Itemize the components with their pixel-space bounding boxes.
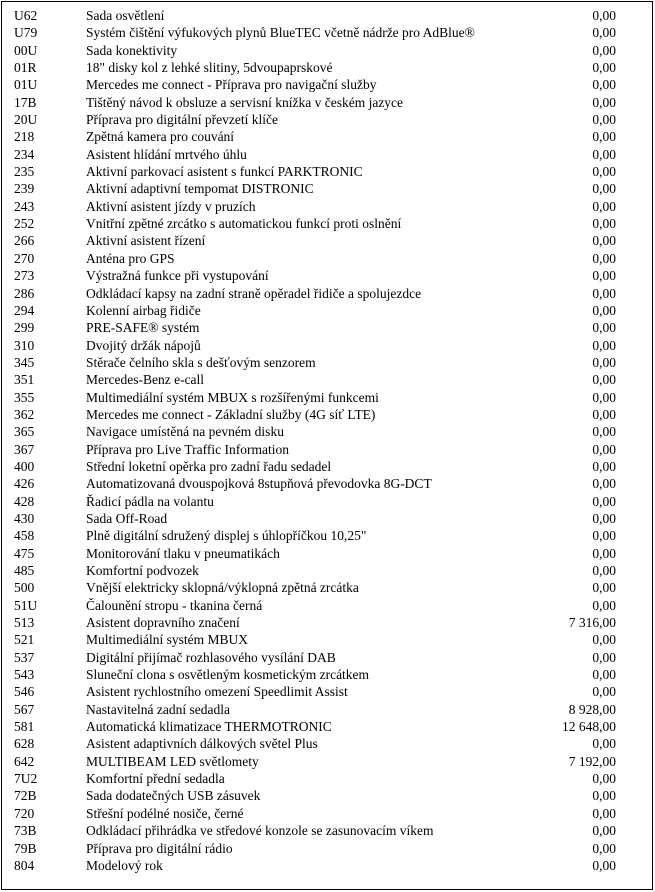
option-code: 7U2 xyxy=(14,771,38,787)
option-description: Komfortní podvozek xyxy=(86,563,199,578)
equipment-row xyxy=(0,527,655,544)
option-description: Sada Off-Road xyxy=(86,510,168,526)
option-code: 543 xyxy=(14,667,35,683)
equipment-row xyxy=(0,562,655,579)
option-description: Monitorování tlaku v pneumatikách xyxy=(86,545,280,561)
option-code: 355 xyxy=(14,389,35,405)
equipment-row xyxy=(0,649,655,666)
option-code: 270 xyxy=(14,250,35,266)
option-code: 01U xyxy=(14,77,38,93)
option-description: Asistent dopravního značení xyxy=(86,615,240,631)
option-price: 0,00 xyxy=(592,25,616,41)
option-code: 351 xyxy=(14,372,35,388)
equipment-row xyxy=(0,493,655,510)
equipment-row xyxy=(0,7,655,24)
option-code: 234 xyxy=(14,146,35,162)
equipment-row xyxy=(0,683,655,700)
option-description: Mercedes me connect - Základní služby (4G síť LTE) xyxy=(86,406,376,422)
option-price: 0,00 xyxy=(592,771,616,787)
option-code: U79 xyxy=(14,25,38,41)
option-price: 0,00 xyxy=(592,285,616,301)
option-description: Příprava pro Live Traffic Information xyxy=(86,441,289,457)
option-description: Anténa pro GPS xyxy=(86,250,175,266)
option-code: 642 xyxy=(14,753,35,769)
equipment-row xyxy=(0,146,655,163)
option-code: 20U xyxy=(14,112,38,128)
option-description: Aktivní parkovací asistent s funkcí PARKTRONIC xyxy=(86,164,363,180)
option-price: 0,00 xyxy=(592,354,616,370)
option-code: 400 xyxy=(14,458,35,474)
option-description: Navigace umístěná na pevném disku xyxy=(86,424,284,440)
option-code: 546 xyxy=(14,684,35,700)
option-price: 0,00 xyxy=(592,545,616,561)
option-code: 273 xyxy=(14,268,35,284)
option-description: Stěrače čelního skla s dešťovým senzorem xyxy=(86,354,316,370)
option-price: 0,00 xyxy=(592,684,616,700)
equipment-row xyxy=(0,857,655,874)
option-code: 252 xyxy=(14,216,35,232)
equipment-row xyxy=(0,215,655,232)
equipment-row xyxy=(0,76,655,93)
option-price: 8 928,00 xyxy=(568,701,616,717)
option-price: 0,00 xyxy=(592,441,616,457)
option-price: 0,00 xyxy=(592,563,616,578)
option-description: Asistent rychlostního omezení Speedlimit Assist xyxy=(86,684,348,700)
option-code: 299 xyxy=(14,320,35,336)
equipment-row xyxy=(0,753,655,770)
option-price: 0,00 xyxy=(592,406,616,422)
option-price: 0,00 xyxy=(592,458,616,474)
option-description: Kolenní airbag řidiče xyxy=(86,302,201,318)
option-description: Multimediální systém MBUX xyxy=(86,632,248,648)
option-description: Příprava pro digitální rádio xyxy=(86,840,233,856)
equipment-row xyxy=(0,545,655,562)
equipment-row xyxy=(0,59,655,76)
equipment-row xyxy=(0,423,655,440)
option-description: Nastavitelná zadní sedadla xyxy=(86,701,230,717)
equipment-row xyxy=(0,441,655,458)
option-code: U62 xyxy=(14,8,38,23)
equipment-row xyxy=(0,787,655,804)
option-code: 218 xyxy=(14,129,35,145)
option-code: 428 xyxy=(14,493,35,509)
option-description: Automatizovaná dvouspojková 8stupňová převodovka 8G-DCT xyxy=(86,476,432,492)
option-description: Aktivní asistent jízdy v pruzích xyxy=(86,198,256,214)
option-code: 239 xyxy=(14,181,35,197)
equipment-row xyxy=(0,250,655,267)
equipment-row xyxy=(0,232,655,249)
option-description: Multimediální systém MBUX s rozšířenými funkcemi xyxy=(86,389,379,405)
equipment-row xyxy=(0,597,655,614)
equipment-row xyxy=(0,94,655,111)
equipment-row xyxy=(0,198,655,215)
option-code: 72B xyxy=(14,788,37,804)
equipment-row xyxy=(0,631,655,648)
option-description: Automatická klimatizace THERMOTRONIC xyxy=(86,719,332,735)
option-price: 0,00 xyxy=(592,60,616,76)
equipment-row xyxy=(0,128,655,145)
option-price: 0,00 xyxy=(592,805,616,821)
option-price: 0,00 xyxy=(592,389,616,405)
option-description: Asistent hlídání mrtvého úhlu xyxy=(86,146,247,162)
equipment-row xyxy=(0,666,655,683)
option-price: 7 192,00 xyxy=(568,753,616,769)
option-price: 0,00 xyxy=(592,250,616,266)
equipment-row xyxy=(0,180,655,197)
option-description: Příprava pro digitální převzetí klíče xyxy=(86,112,278,128)
option-code: 430 xyxy=(14,510,35,526)
option-description: Mercedes me connect - Příprava pro navigační služby xyxy=(86,77,377,93)
equipment-row xyxy=(0,805,655,822)
option-code: 243 xyxy=(14,198,35,214)
option-description: Komfortní přední sedadla xyxy=(86,771,225,787)
option-description: PRE-SAFE® systém xyxy=(86,320,200,336)
option-description: Výstražná funkce při vystupování xyxy=(86,268,269,284)
option-description: Mercedes-Benz e-call xyxy=(86,372,205,388)
equipment-row xyxy=(0,389,655,406)
option-price: 0,00 xyxy=(592,42,616,58)
equipment-row xyxy=(0,735,655,752)
option-code: 500 xyxy=(14,580,35,596)
option-description: Odkládací kapsy na zadní straně opěradel řidiče a spolujezdce xyxy=(86,285,422,301)
option-code: 365 xyxy=(14,424,35,440)
option-description: Sluneční clona s osvětleným kosmetickým zrcátkem xyxy=(86,667,370,683)
option-price: 0,00 xyxy=(592,146,616,162)
option-price: 0,00 xyxy=(592,649,616,665)
option-code: 458 xyxy=(14,528,35,544)
equipment-row xyxy=(0,718,655,735)
option-code: 567 xyxy=(14,701,35,717)
equipment-row xyxy=(0,285,655,302)
equipment-row xyxy=(0,770,655,787)
equipment-row xyxy=(0,475,655,492)
option-price: 0,00 xyxy=(592,320,616,336)
option-price: 0,00 xyxy=(592,77,616,93)
option-description: Dvojitý držák nápojů xyxy=(86,337,201,353)
option-code: 79B xyxy=(14,840,37,856)
option-price: 0,00 xyxy=(592,198,616,214)
equipment-row xyxy=(0,579,655,596)
equipment-row xyxy=(0,24,655,41)
option-price: 0,00 xyxy=(592,337,616,353)
equipment-row xyxy=(0,267,655,284)
option-code: 17B xyxy=(14,94,37,110)
option-description: Tištěný návod k obsluze a servisní knížka v českém jazyce xyxy=(86,94,404,110)
option-price: 0,00 xyxy=(592,216,616,232)
option-price: 0,00 xyxy=(592,528,616,544)
option-code: 628 xyxy=(14,736,35,752)
option-price: 0,00 xyxy=(592,823,616,839)
equipment-row xyxy=(0,354,655,371)
option-description: Asistent adaptivních dálkových světel Plus xyxy=(86,736,318,752)
equipment-row xyxy=(0,701,655,718)
option-description: Sada dodatečných USB zásuvek xyxy=(86,788,261,804)
option-price: 0,00 xyxy=(592,372,616,388)
equipment-row xyxy=(0,822,655,839)
option-description: Odkládací přihrádka ve středové konzole se zasunovacím víkem xyxy=(86,823,434,839)
option-price: 0,00 xyxy=(592,94,616,110)
option-description: Aktivní asistent řízení xyxy=(86,233,206,249)
option-price: 0,00 xyxy=(592,597,616,613)
equipment-row xyxy=(0,319,655,336)
option-price: 0,00 xyxy=(592,129,616,145)
option-description: Řadicí pádla na volantu xyxy=(86,493,214,509)
option-price: 0,00 xyxy=(592,632,616,648)
equipment-row xyxy=(0,458,655,475)
equipment-row xyxy=(0,42,655,59)
option-code: 235 xyxy=(14,164,35,180)
equipment-list xyxy=(0,7,655,874)
equipment-row xyxy=(0,111,655,128)
option-code: 73B xyxy=(14,823,37,839)
equipment-row xyxy=(0,510,655,527)
equipment-row xyxy=(0,840,655,857)
option-price: 0,00 xyxy=(592,424,616,440)
option-price: 0,00 xyxy=(592,857,616,873)
option-description: Střední loketní opěrka pro zadní řadu sedadel xyxy=(86,458,332,474)
option-code: 804 xyxy=(14,857,35,873)
option-description: Systém čištění výfukových plynů BlueTEC včetně nádrže pro AdBlue® xyxy=(86,25,475,41)
option-description: Vnější elektricky sklopná/výklopná zpětná zrcátka xyxy=(86,580,359,596)
option-description: Digitální přijímač rozhlasového vysílání DAB xyxy=(86,649,336,665)
equipment-row xyxy=(0,163,655,180)
option-price: 0,00 xyxy=(592,302,616,318)
option-code: 51U xyxy=(14,597,38,613)
option-price: 0,00 xyxy=(592,476,616,492)
option-description: Aktivní adaptivní tempomat DISTRONIC xyxy=(86,181,314,197)
option-price: 0,00 xyxy=(592,112,616,128)
option-price: 0,00 xyxy=(592,788,616,804)
option-price: 0,00 xyxy=(592,667,616,683)
option-code: 521 xyxy=(14,632,35,648)
option-description: Vnitřní zpětné zrcátko s automatickou funkcí proti oslnění xyxy=(86,216,402,232)
option-code: 310 xyxy=(14,337,35,353)
option-code: 485 xyxy=(14,563,35,578)
option-code: 286 xyxy=(14,285,35,301)
option-price: 0,00 xyxy=(592,164,616,180)
option-price: 7 316,00 xyxy=(568,615,616,631)
option-price: 0,00 xyxy=(592,736,616,752)
option-description: Modelový rok xyxy=(86,857,163,873)
option-description: Plně digitální sdružený displej s úhlopříčkou 10,25" xyxy=(86,528,367,544)
option-description: Čalounění stropu - tkanina černá xyxy=(86,597,263,613)
option-price: 0,00 xyxy=(592,580,616,596)
option-code: 294 xyxy=(14,302,35,318)
option-code: 00U xyxy=(14,42,38,58)
option-description: Sada osvětlení xyxy=(86,8,165,23)
option-price: 0,00 xyxy=(592,8,616,23)
equipment-row xyxy=(0,371,655,388)
option-code: 720 xyxy=(14,805,35,821)
option-price: 0,00 xyxy=(592,840,616,856)
option-code: 362 xyxy=(14,406,35,422)
option-code: 426 xyxy=(14,476,35,492)
equipment-row xyxy=(0,614,655,631)
option-code: 581 xyxy=(14,719,35,735)
option-code: 345 xyxy=(14,354,35,370)
option-price: 0,00 xyxy=(592,181,616,197)
option-price: 0,00 xyxy=(592,510,616,526)
option-code: 537 xyxy=(14,649,35,665)
option-price: 0,00 xyxy=(592,268,616,284)
option-description: 18" disky kol z lehké slitiny, 5dvoupaprskové xyxy=(86,60,333,76)
option-code: 266 xyxy=(14,233,35,249)
option-price: 0,00 xyxy=(592,233,616,249)
option-code: 513 xyxy=(14,615,35,631)
option-price: 12 648,00 xyxy=(562,719,616,735)
equipment-row xyxy=(0,337,655,354)
option-code: 475 xyxy=(14,545,35,561)
option-price: 0,00 xyxy=(592,493,616,509)
equipment-row xyxy=(0,406,655,423)
option-code: 01R xyxy=(14,60,37,76)
option-description: Sada konektivity xyxy=(86,42,178,58)
option-description: Střešní podélné nosiče, černé xyxy=(86,805,244,821)
option-description: Zpětná kamera pro couvání xyxy=(86,129,235,145)
option-code: 367 xyxy=(14,441,35,457)
equipment-row xyxy=(0,302,655,319)
option-description: MULTIBEAM LED světlomety xyxy=(86,753,259,769)
